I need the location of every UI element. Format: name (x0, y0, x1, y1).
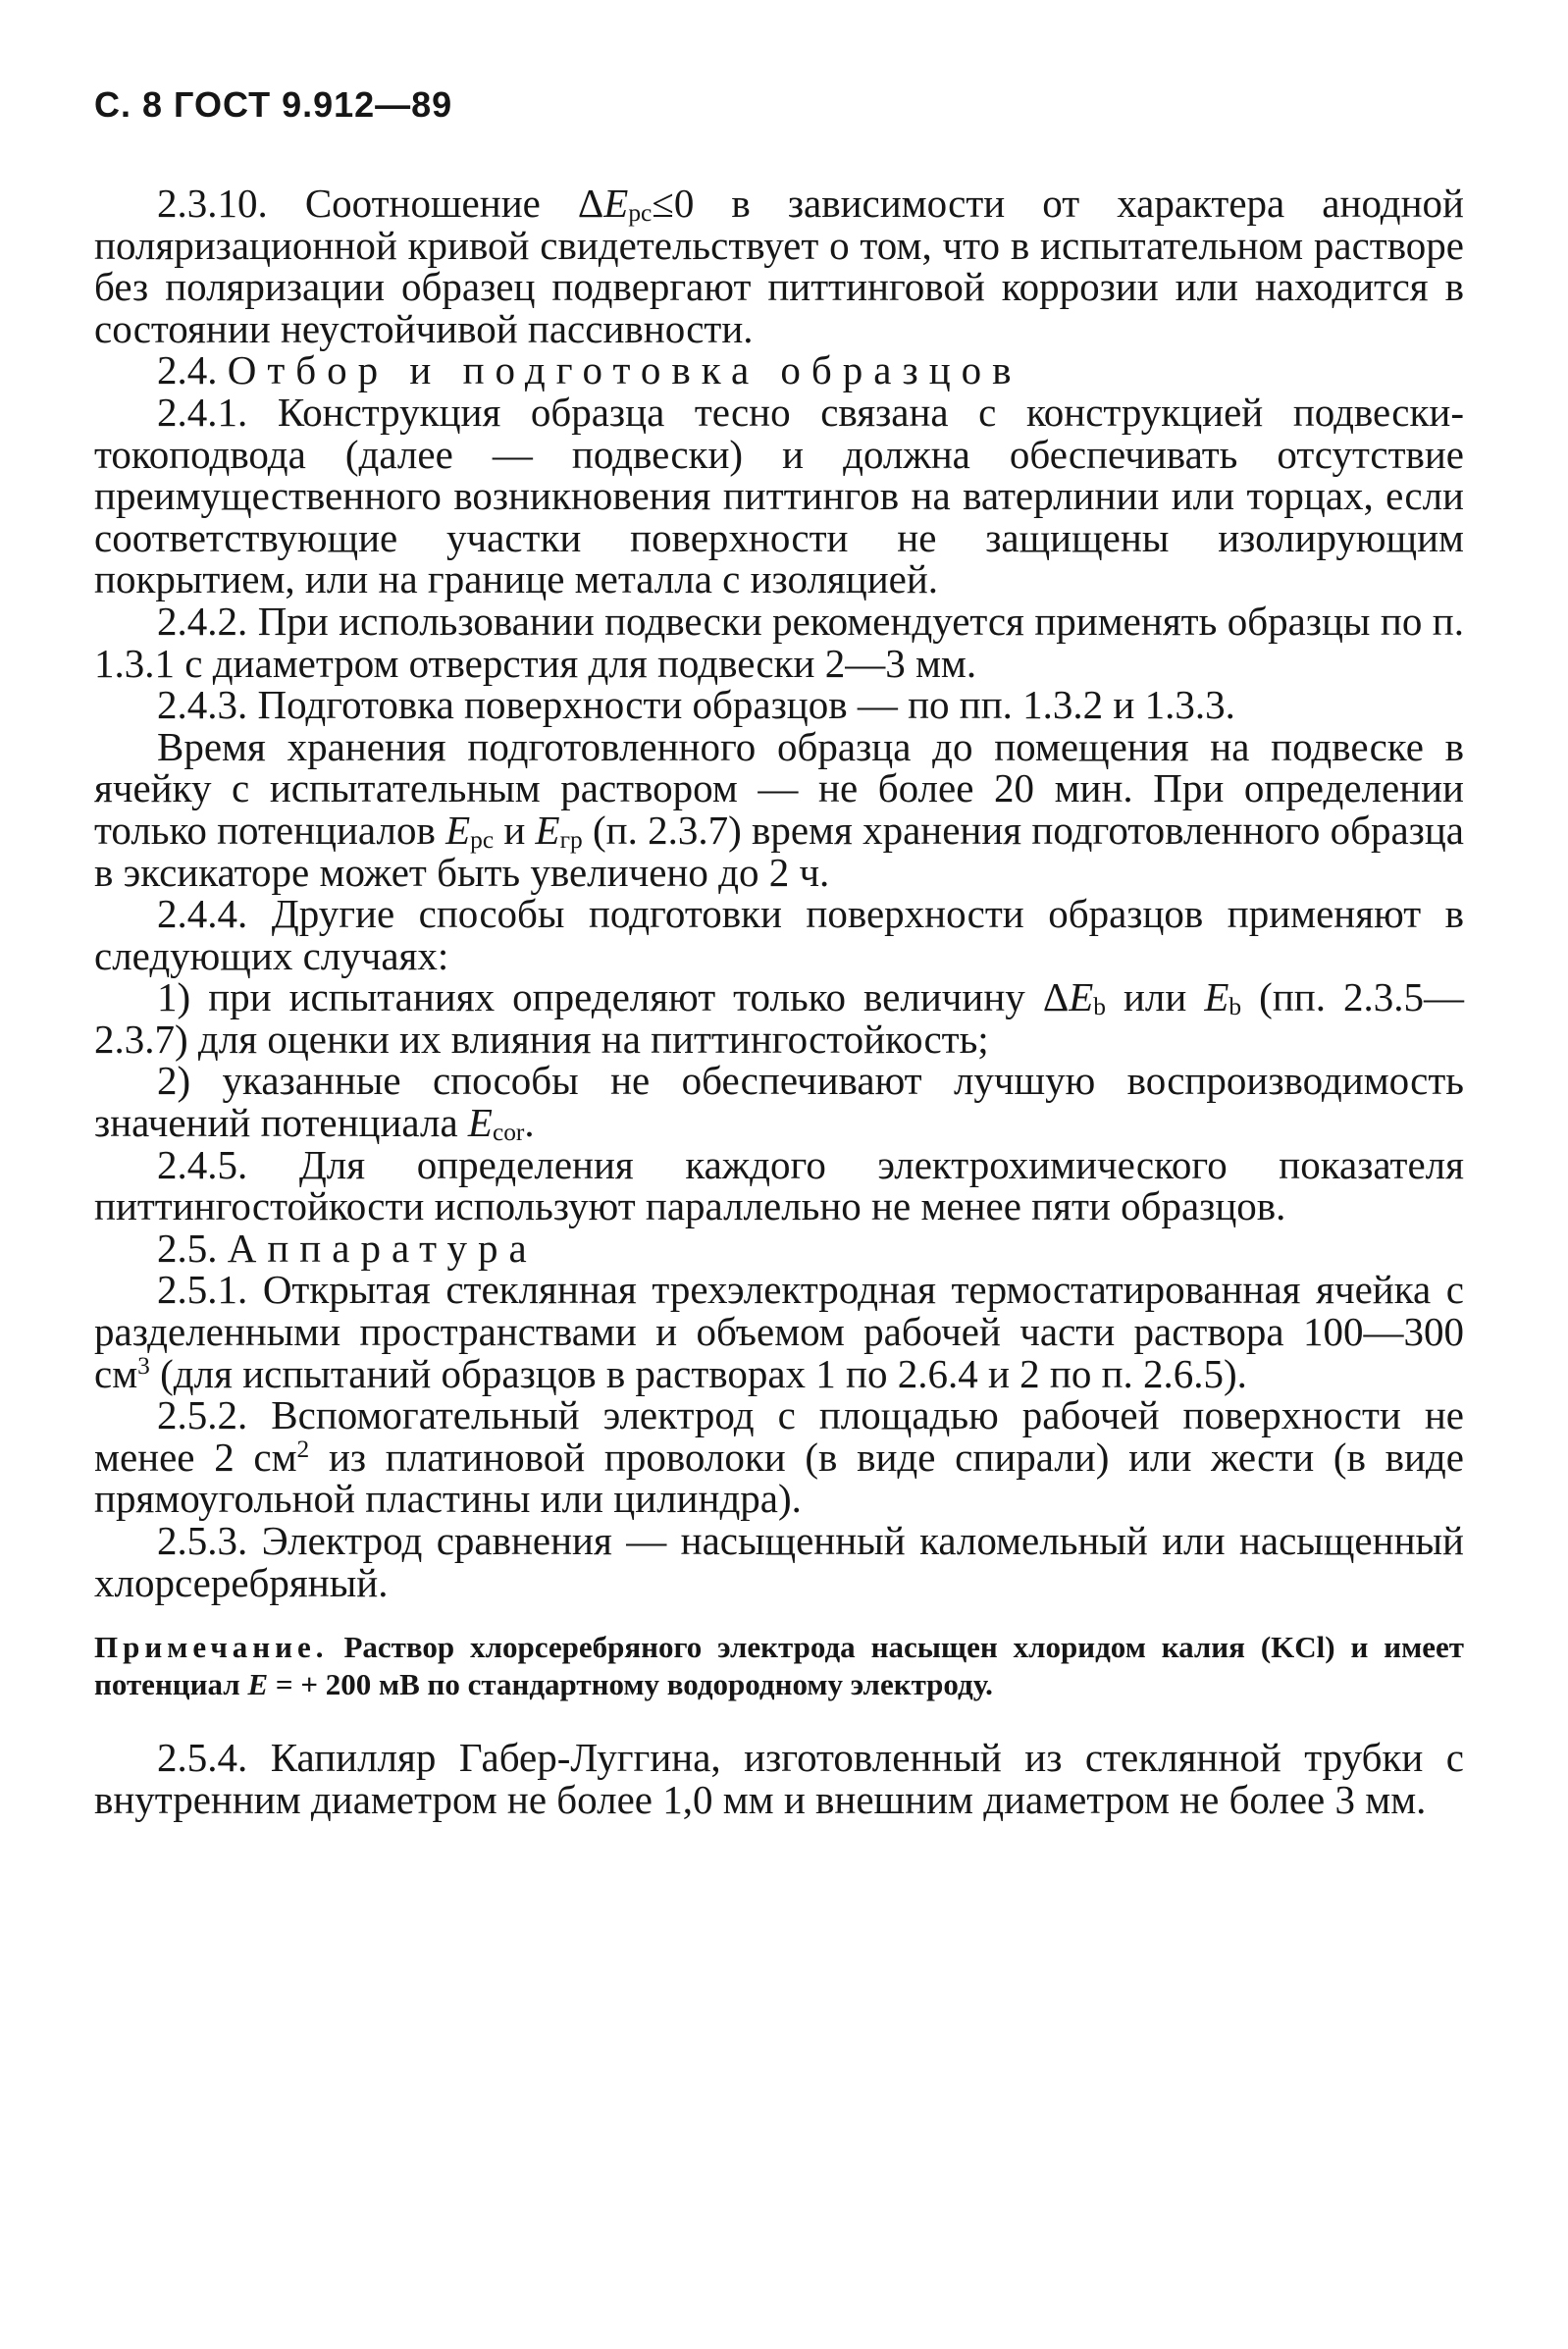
formula-delta-e-pc: $\Delta E_{рс}\le 0$ (577, 181, 695, 227)
page-header (94, 84, 452, 126)
list-item-1: 1) при испытаниях определяют только величину $\Delta E_b$ или $E_b$ (пп. 2.3.5—2.3.7) для оценки их влияния на питтингостойкость; (94, 974, 1464, 1062)
section-title: Аппаратура (227, 1225, 538, 1271)
paragraph-2-4-3: 2.4.3. Подготовка поверхности образцов — по пп. 1.3.2 и 1.3.3. (157, 682, 1235, 728)
paragraph-2-5-3: 2.5.3. Электрод сравнения — насыщенный каломельный или насыщенный хлорсеребряный. (94, 1518, 1464, 1605)
paragraph-2-5-4: 2.5.4. Капилляр Габер-Луггина, изготовленный из стеклянной трубки с внутренним диаметром не более 1,0 мм и внешним диаметром не более 3 мм. (94, 1735, 1464, 1822)
paragraph-2-4-1: 2.4.1. Конструкция образца тесно связана с конструкцией подвески-токоподвода (далее — подвески) и должна обеспечивать отсутствие преимущественного возникновения питтингов на ватерлинии или торцах, если соответствующие участки поверхности не защищены изолирующим покрытием, или на границе металла с изоляцией. (94, 389, 1464, 602)
paragraph-2-4-4: 2.4.4. Другие способы подготовки поверхности образцов применяют в следующих случаях: (94, 891, 1464, 978)
section-heading-2-5: 2.5. Аппаратура (157, 1225, 538, 1271)
section-heading-2-4: 2.4. Отбор и подготовка образцов (157, 347, 1022, 393)
note: Примечание. Раствор хлорсеребряного электрода насыщен хлоридом калия (KCl) и имеет потенциал E = + 200 мВ по стандартному водородному электроду. (94, 1630, 1464, 1702)
paragraph-2-4-5: 2.4.5. Для определения каждого электрохимического показателя питтингостойкости используют параллельно не менее пяти образцов. (94, 1141, 1464, 1229)
section-title: Отбор и подготовка образцов (227, 347, 1022, 393)
list-item-2: 2) указанные способы не обеспечивают лучшую воспроизводимость значений потенциала $E_{cor}$. (94, 1058, 1464, 1147)
standard-designation: ГОСТ 9.912—89 (174, 84, 453, 125)
paragraph-2-5-2: 2.5.2. Вспомогательный электрод с площадью рабочей поверхности не менее 2 $см^2$ из платиновой проволоки (в виде спирали) или жести (в виде прямоугольной пластины или цилиндра). (94, 1392, 1464, 1522)
paragraph-2-5-1: 2.5.1. Открытая стеклянная трехэлектродная термостатированная ячейка с разделенными пространствами и объемом рабочей части раствора 100—300 $см^3$ (для испытаний образцов в растворах 1 по 2.6.4 и 2 по п. 2.6.5). (94, 1267, 1464, 1396)
page-number: С. 8 (94, 84, 164, 125)
paragraph-2-3-10: 2.3.10. Соотношение $\Delta E_{рс}\le 0$ в зависимости от характера анодной поляризационной кривой свидетельствует о том, что в испытательном растворе без поляризации образец подвергают питтинговой коррозии или находится в состоянии неустойчивой пассивности. (94, 181, 1465, 351)
paragraph-storage-time: Время хранения подготовленного образца до помещения на подвеске в ячейку с испытательным раствором — не более 20 мин. При определении только потенциалов $E_{рс}$ и $E_{гр}$ (п. 2.3.7) время хранения подготовленного образца в эксикаторе может быть увеличено до 2 ч. (94, 723, 1464, 895)
note-label: Примечание. (94, 1630, 329, 1665)
body-text (94, 183, 1464, 1820)
paragraph-2-4-2: 2.4.2. При использовании подвески рекомендуется применять образцы по п. 1.3.1 с диаметром отверстия для подвески 2—3 мм. (94, 598, 1464, 686)
